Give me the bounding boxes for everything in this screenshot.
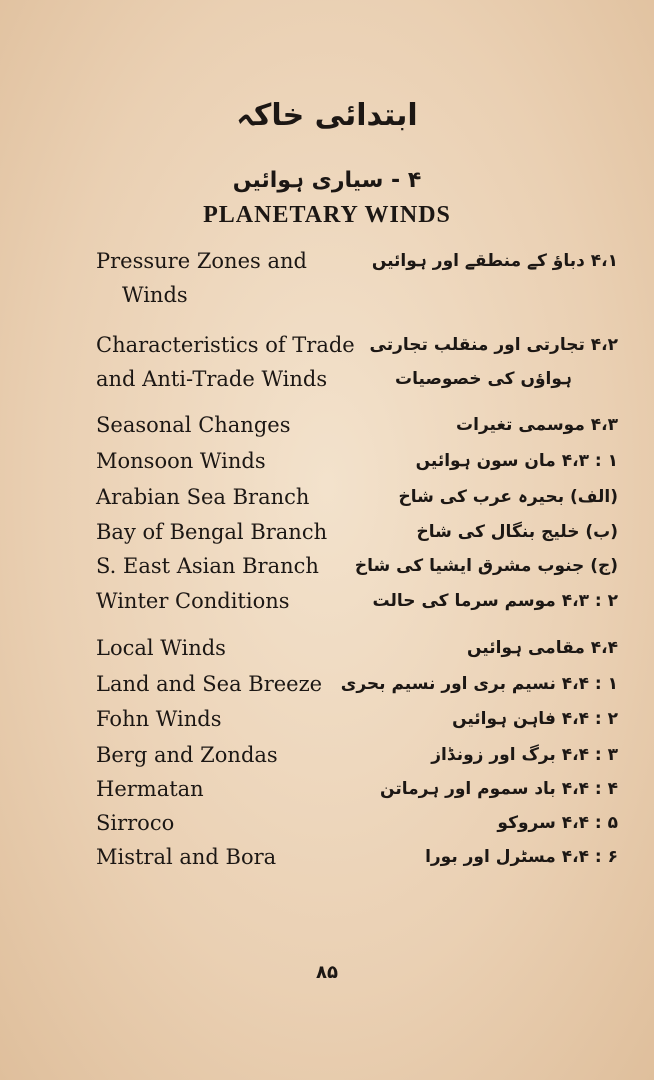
urdu-entry xyxy=(318,244,618,278)
urdu-entry-line: ۲ : ۴،۳ موسم سرما کی حالت xyxy=(372,591,618,611)
urdu-entry-line: ۴،۳ موسمی تغیرات xyxy=(456,415,618,435)
english-entry-line: Fohn Winds xyxy=(96,707,222,731)
english-entry-line: Hermatan xyxy=(96,777,204,801)
urdu-entry-line: ہواؤں کی خصوصیات xyxy=(395,369,572,389)
english-entry-line: Seasonal Changes xyxy=(96,413,291,437)
urdu-entry-line: (ب) خلیج بنگال کی شاخ xyxy=(416,522,618,542)
urdu-entry-line: ۳ : ۴،۴ برگ اور زونڈاز xyxy=(431,745,618,765)
urdu-entry xyxy=(318,738,618,772)
english-entry-line: Winds xyxy=(122,283,188,307)
english-entry-line: Pressure Zones and xyxy=(96,249,307,273)
urdu-entry-line: (الف) بحیرہ عرب کی شاخ xyxy=(398,487,618,507)
urdu-entry xyxy=(318,840,618,874)
urdu-entry xyxy=(318,549,618,583)
urdu-entry-line: ۶ : ۴،۴ مسٹرل اور بورا xyxy=(425,847,618,867)
urdu-entry xyxy=(318,328,618,396)
english-entry-line: and Anti-Trade Winds xyxy=(96,367,328,391)
urdu-entry-line: ۴،۲ تجارتی اور منقلب تجارتی xyxy=(369,335,618,355)
urdu-entry-line: ۲ : ۴،۴ فاہن ہوائیں xyxy=(452,709,618,729)
english-entry-line: S. East Asian Branch xyxy=(96,554,319,578)
english-chapter-subtitle: PLANETARY WINDS xyxy=(203,202,451,228)
urdu-entry-line: ۴،۴ مقامی ہوائیں xyxy=(467,638,618,658)
english-entry-line: Sirroco xyxy=(96,811,175,835)
urdu-entry xyxy=(318,667,618,701)
english-entry-line: Arabian Sea Branch xyxy=(96,485,310,509)
urdu-entry-line: ۴ : ۴،۴ باد سموم اور ہرماتن xyxy=(380,779,618,799)
english-entry-line: Bay of Bengal Branch xyxy=(96,520,328,544)
urdu-entry xyxy=(318,806,618,840)
english-entry-line: Local Winds xyxy=(96,636,226,660)
urdu-entry xyxy=(318,444,618,478)
page-number: ۸۵ xyxy=(316,962,338,983)
urdu-entry xyxy=(318,480,618,514)
urdu-entry xyxy=(318,702,618,736)
urdu-entry-line: (ج) جنوب مشرق ایشیا کی شاخ xyxy=(354,556,618,576)
english-entry-line: Winter Conditions xyxy=(96,589,290,613)
urdu-entry xyxy=(318,515,618,549)
urdu-entry xyxy=(318,408,618,442)
english-entry-line: Berg and Zondas xyxy=(96,743,278,767)
english-entry-line: Mistral and Bora xyxy=(96,845,277,869)
urdu-entry xyxy=(318,772,618,806)
urdu-title: ابتدائی خاکہ xyxy=(236,98,418,133)
english-entry-line: Characteristics of Trade xyxy=(96,333,355,357)
urdu-entry-line: ۱ : ۴،۴ نسیم بری اور نسیم بحری xyxy=(340,674,618,694)
urdu-entry xyxy=(318,631,618,665)
urdu-entry-line: ۵ : ۴،۴ سروکو xyxy=(497,813,618,833)
urdu-entry-line: ۱ : ۴،۳ مان سون ہوائیں xyxy=(415,451,618,471)
english-entry-line: Land and Sea Breeze xyxy=(96,672,323,696)
urdu-entry-line: ۴،۱ دباؤ کے منطقے اور ہوائیں xyxy=(371,251,618,271)
urdu-entry xyxy=(318,584,618,618)
english-entry-line: Monsoon Winds xyxy=(96,449,266,473)
urdu-chapter-subtitle: ۴ - سیاری ہوائیں xyxy=(232,168,422,193)
